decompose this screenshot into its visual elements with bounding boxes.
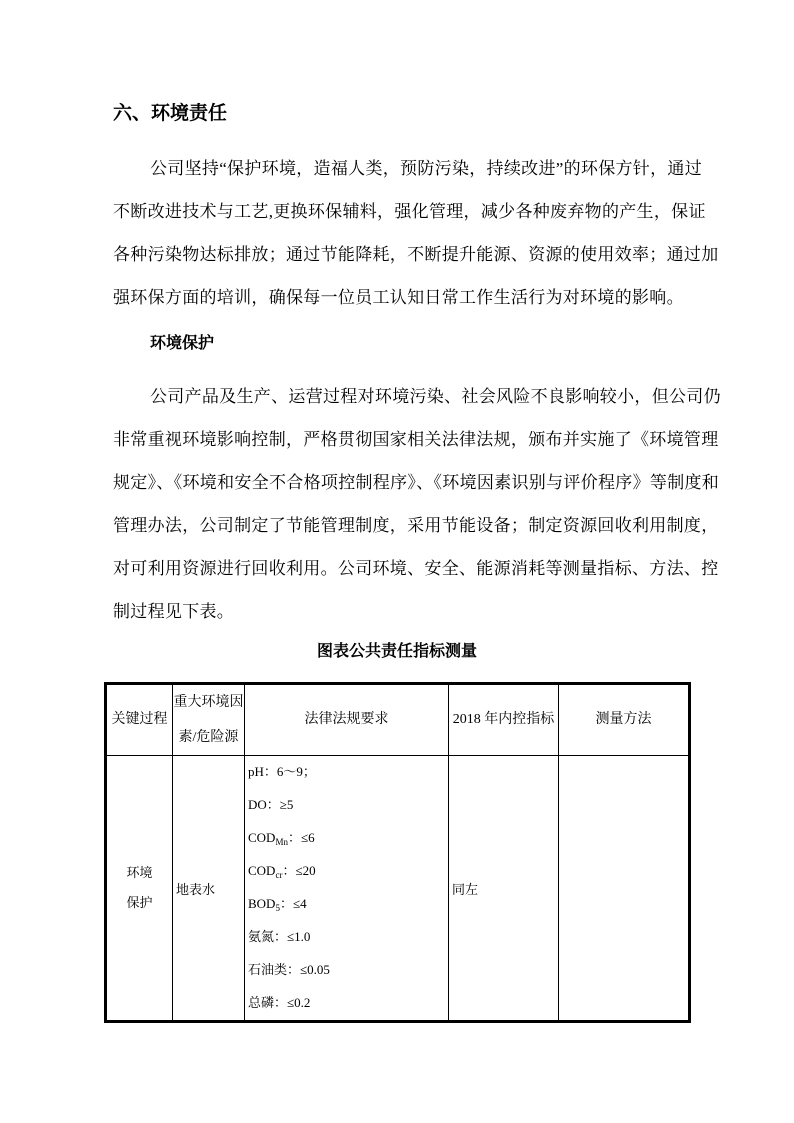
cell-legal-requirements <box>245 756 449 1022</box>
environmental-policy-paragraph <box>113 147 719 319</box>
requirement-value: ：≤4 <box>279 896 307 911</box>
paragraph-line: 各种污染物达标排放；通过节能降耗，不断提升能源、资源的使用效率；通过加 <box>113 245 719 264</box>
section-heading: 六、环境责任 <box>113 103 228 124</box>
paragraph-line: 强环保方面的培训，确保每一位员工认知日常工作生活行为对环境的影响。 <box>113 288 684 307</box>
header-environmental-factor <box>173 684 245 756</box>
requirement-param: COD <box>248 863 276 878</box>
requirement-param: COD <box>248 830 276 845</box>
responsibility-metrics-table <box>104 682 691 1023</box>
requirement-line <box>248 888 445 921</box>
requirement-value: ：6～9； <box>263 764 316 779</box>
requirement-value: ：≤0.2 <box>274 995 311 1010</box>
requirement-line <box>248 987 445 1020</box>
cell-2018-control-target: 同左 <box>449 756 559 1022</box>
requirement-param: 石油类 <box>248 962 288 977</box>
paragraph-line: 规定》、《环境和安全不合格项控制程序》、《环境因素识别与评价程序》等制度和 <box>113 473 720 492</box>
requirement-param: BOD <box>248 896 276 911</box>
requirement-param: 总磷 <box>248 995 275 1010</box>
cell-environmental-factor: 地表水 <box>173 756 245 1022</box>
cell-measurement-method <box>559 756 690 1022</box>
paragraph-line: 对可利用资源进行回收利用。公司环境、安全、能源消耗等测量指标、方法、控 <box>113 559 719 578</box>
requirement-subscript: cr <box>275 870 283 880</box>
table-row <box>106 756 690 1022</box>
paragraph-line: 管理办法，公司制定了节能管理制度，采用节能设备；制定资源回收利用制度， <box>113 516 719 535</box>
paragraph-line: 非常重视环境影响控制，严格贯彻国家相关法律法规，颁布并实施了《环境管理 <box>113 430 719 449</box>
cell-key-process <box>106 756 173 1022</box>
header-line: 素/危险源 <box>178 730 239 745</box>
table-header-row <box>106 684 690 756</box>
requirement-line <box>248 756 445 789</box>
requirement-line <box>248 855 445 888</box>
paragraph-line: 公司产品及生产、运营过程对环境污染、社会风险不良影响较小，但公司仍 <box>150 387 721 406</box>
requirement-line <box>248 954 445 987</box>
requirement-line <box>248 789 445 822</box>
header-line: 重大环境因 <box>173 695 244 710</box>
requirement-subscript: 5 <box>275 903 280 913</box>
requirement-value: ：≤1.0 <box>274 929 311 944</box>
requirement-value: ：≥5 <box>266 797 294 812</box>
requirement-line <box>248 822 445 855</box>
header-legal-requirements: 法律法规要求 <box>245 684 449 756</box>
key-process-line: 保护 <box>126 895 153 910</box>
requirement-line <box>248 921 445 954</box>
requirement-param: pH <box>248 764 264 779</box>
requirement-subscript: Mn <box>275 837 288 847</box>
table-caption: 图表公共责任指标测量 <box>316 643 477 660</box>
paragraph-line: 不断改进技术与工艺,更换环保辅料，强化管理，减少各种废弃物的产生，保证 <box>113 202 706 221</box>
header-key-process: 关键过程 <box>106 684 173 756</box>
requirement-param: 氨氮 <box>248 929 275 944</box>
requirement-param: DO <box>248 797 267 812</box>
subsection-heading: 环境保护 <box>150 335 215 352</box>
requirement-value: ：≤20 <box>282 863 316 878</box>
header-2018-control-target: 2018 年内控指标 <box>449 684 559 756</box>
paragraph-line: 公司坚持“保护环境，造福人类，预防污染，持续改进”的环保方针，通过 <box>150 159 702 178</box>
header-measurement-method: 测量方法 <box>559 684 690 756</box>
environmental-protection-paragraph <box>113 375 721 633</box>
paragraph-line: 制过程见下表。 <box>113 602 235 621</box>
requirement-value: ：≤6 <box>287 830 315 845</box>
requirement-value: ：≤0.05 <box>287 962 330 977</box>
key-process-line: 环境 <box>126 865 153 880</box>
